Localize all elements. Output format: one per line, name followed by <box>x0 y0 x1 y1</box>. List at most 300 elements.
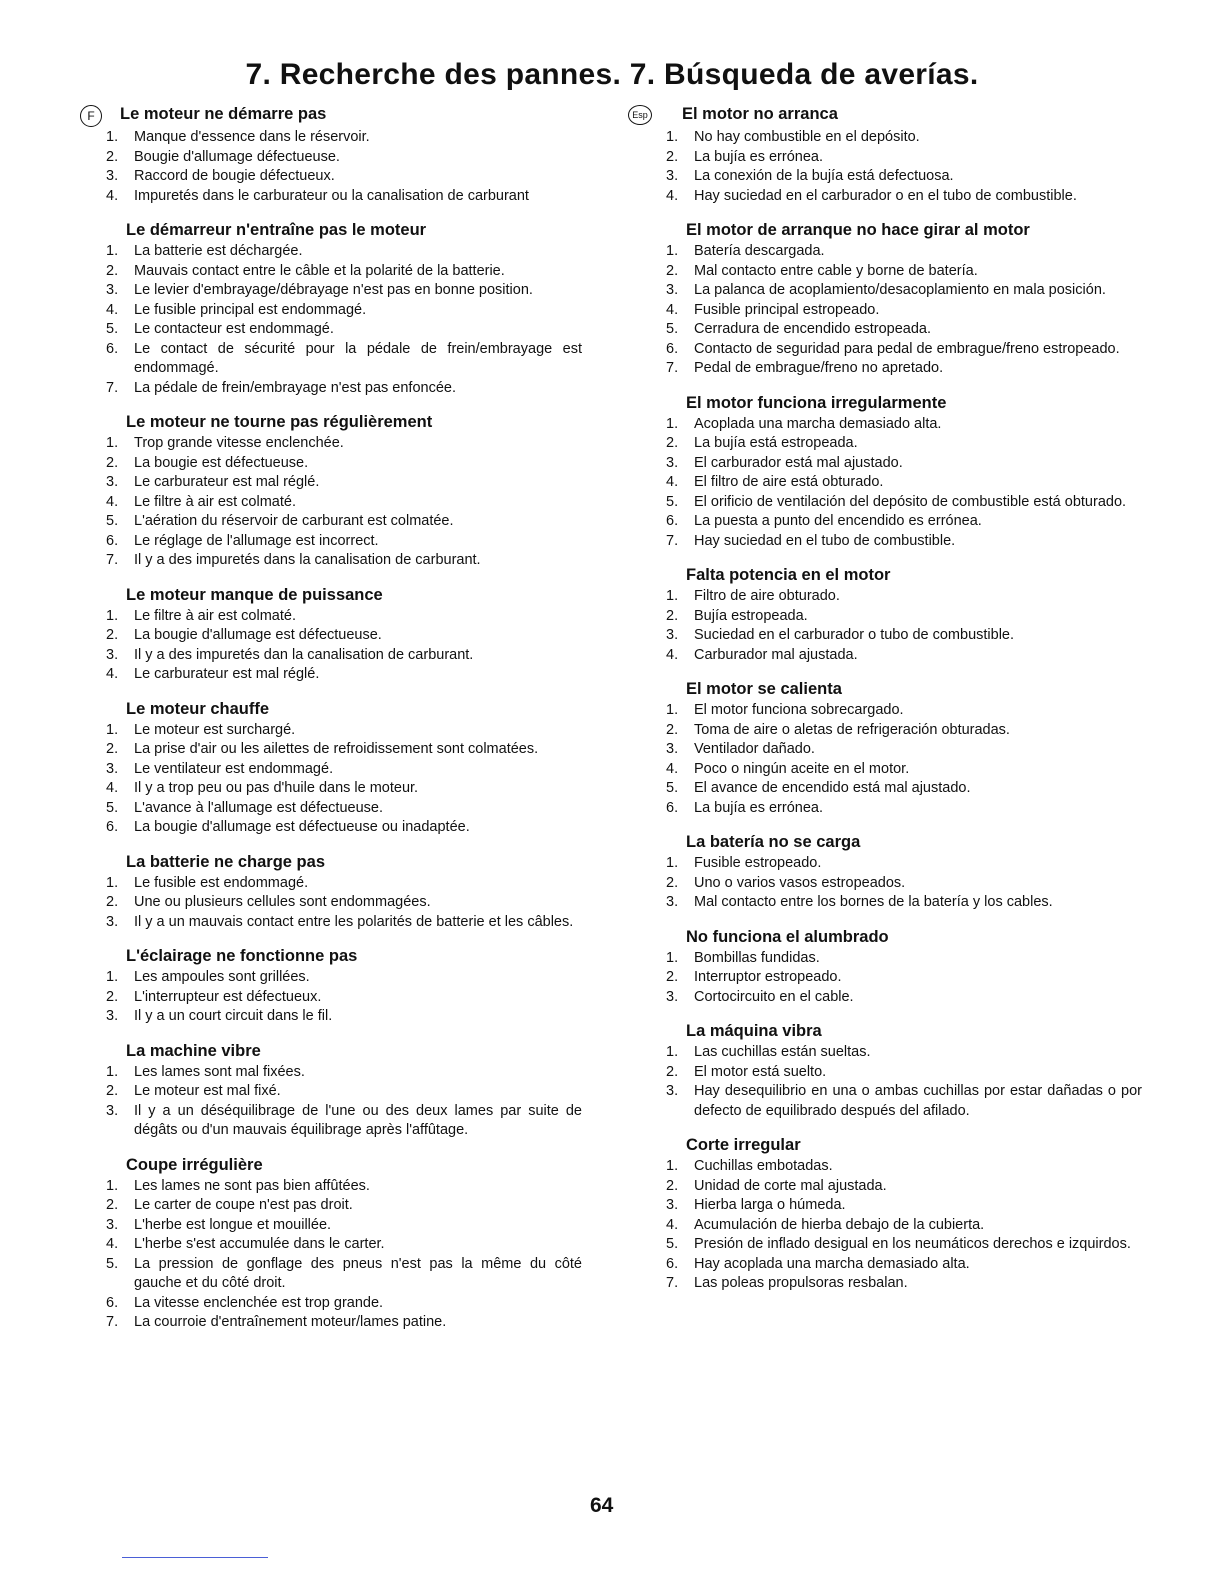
item-number: 3. <box>666 1083 679 1099</box>
item-number: 2. <box>666 607 679 624</box>
list-item <box>102 799 582 819</box>
list-item <box>102 968 582 988</box>
list-item <box>662 167 1142 187</box>
cause-list <box>662 128 1142 206</box>
cause-list <box>102 721 582 838</box>
section-title: Falta potencia en el motor <box>686 566 891 584</box>
list-item <box>662 128 1142 148</box>
item-number: 3. <box>106 646 119 663</box>
item-number: 1. <box>106 1063 119 1080</box>
list-item <box>102 646 582 666</box>
troubleshooting-section <box>102 1041 582 1141</box>
item-number: 1. <box>106 435 119 451</box>
list-item <box>662 415 1142 435</box>
list-item <box>662 434 1142 454</box>
list-item <box>662 1157 1142 1177</box>
item-number: 2. <box>106 627 119 643</box>
item-number: 6. <box>666 340 679 357</box>
list-item <box>102 1102 582 1141</box>
list-item <box>662 1063 1142 1083</box>
item-number: 7. <box>106 552 119 568</box>
item-number: 3. <box>666 454 679 471</box>
item-number: 6. <box>666 799 679 816</box>
item-number: 2. <box>666 721 679 738</box>
item-text: Le carburateur est mal réglé. <box>134 474 320 490</box>
item-text: Hay acoplada una marcha demasiado alta. <box>694 1255 970 1272</box>
section-title: Le moteur chauffe <box>126 699 270 718</box>
list-item <box>102 1082 582 1102</box>
item-number: 1. <box>106 721 119 738</box>
item-number: 4. <box>106 666 119 682</box>
item-text: Poco o ningún aceite en el motor. <box>694 760 910 777</box>
item-number: 1. <box>106 874 119 891</box>
french-column <box>87 102 582 1347</box>
item-number: 2. <box>106 988 119 1005</box>
item-number: 5. <box>106 513 119 529</box>
troubleshooting-section <box>632 102 1142 206</box>
list-item <box>102 148 582 168</box>
section-title: El motor se calienta <box>686 680 842 698</box>
cause-list <box>662 242 1142 379</box>
item-text: Le carburateur est mal réglé. <box>134 666 320 682</box>
item-text: Impuretés dans le carburateur ou la canalisation de carburant <box>134 187 529 204</box>
item-text: Il y a des impuretés dans la canalisation de carburant. <box>134 552 481 568</box>
list-item <box>662 1274 1142 1294</box>
item-text: La bougie d'allumage est défectueuse. <box>134 627 382 643</box>
list-item <box>662 281 1142 301</box>
list-item <box>102 454 582 474</box>
item-text: Contacto de seguridad para pedal de embrague/freno estropeado. <box>694 340 1120 357</box>
list-item <box>662 454 1142 474</box>
item-text: Hay suciedad en el carburador o en el tubo de combustible. <box>694 187 1077 204</box>
list-item <box>102 1177 582 1197</box>
item-text: Fusible principal estropeado. <box>694 301 880 318</box>
item-number: 2. <box>106 894 119 910</box>
cause-list <box>662 587 1142 665</box>
list-item <box>102 721 582 741</box>
item-number: 4. <box>666 187 679 204</box>
item-text: Fusible estropeado. <box>694 855 822 871</box>
item-number: 3. <box>106 760 119 777</box>
item-number: 1. <box>666 1044 679 1060</box>
section-title: La máquina vibra <box>686 1022 822 1040</box>
troubleshooting-section <box>102 699 582 838</box>
item-number: 5. <box>106 799 119 816</box>
item-number: 2. <box>666 1177 679 1194</box>
item-number: 3. <box>666 282 679 298</box>
cause-list <box>102 1177 582 1333</box>
list-item <box>102 913 582 933</box>
language-header <box>632 102 1142 128</box>
section-title: Le moteur ne démarre pas <box>120 105 327 123</box>
item-text: Mal contacto entre los bornes de la batería y los cables. <box>694 894 1053 910</box>
item-text: El filtro de aire está obturado. <box>694 474 884 490</box>
list-item <box>102 818 582 838</box>
troubleshooting-section <box>102 946 582 1027</box>
language-badge-icon: F <box>80 105 102 127</box>
item-text: Le moteur est surchargé. <box>134 721 296 738</box>
item-number: 7. <box>666 360 679 376</box>
list-item <box>102 988 582 1008</box>
item-number: 1. <box>666 855 679 871</box>
list-item <box>662 512 1142 532</box>
item-number: 5. <box>666 493 679 510</box>
list-item <box>662 701 1142 721</box>
item-number: 2. <box>106 148 119 165</box>
troubleshooting-section <box>662 832 1142 913</box>
item-text: Filtro de aire obturado. <box>694 588 840 604</box>
troubleshooting-section <box>102 852 582 933</box>
list-item <box>102 1294 582 1314</box>
cause-list <box>102 1063 582 1141</box>
item-text: La bujía es errónea. <box>694 148 823 165</box>
item-text: La puesta a punto del encendido es errónea. <box>694 513 982 529</box>
list-item <box>662 242 1142 262</box>
item-number: 6. <box>106 819 119 835</box>
item-text: Le filtre à air est colmaté. <box>134 493 296 510</box>
item-number: 4. <box>106 301 119 318</box>
section-title: El motor de arranque no hace girar al motor <box>686 221 1030 239</box>
section-title: Corte irregular <box>686 1136 801 1154</box>
item-text: Il y a un mauvais contact entre les polarités de batterie et les câbles. <box>134 913 574 930</box>
item-text: Interruptor estropeado. <box>694 969 842 985</box>
item-number: 7. <box>666 532 679 549</box>
item-number: 6. <box>106 340 119 357</box>
page-number: 64 <box>590 1494 614 1517</box>
cause-list <box>102 128 582 206</box>
list-item <box>662 187 1142 207</box>
cause-list <box>662 701 1142 818</box>
cause-list <box>102 968 582 1027</box>
troubleshooting-section <box>662 220 1142 379</box>
item-number: 3. <box>666 988 679 1005</box>
list-item <box>102 551 582 571</box>
list-item <box>662 262 1142 282</box>
footer-rule <box>122 1557 268 1558</box>
item-text: Les ampoules sont grillées. <box>134 969 310 985</box>
list-item <box>102 1313 582 1333</box>
item-number: 4. <box>106 187 119 204</box>
troubleshooting-section <box>102 585 582 685</box>
item-number: 2. <box>666 148 679 165</box>
list-item <box>102 493 582 513</box>
cause-list <box>662 854 1142 913</box>
item-number: 4. <box>106 780 119 796</box>
cause-list <box>662 1157 1142 1294</box>
list-item <box>662 799 1142 819</box>
item-text: El avance de encendido está mal ajustado. <box>694 780 971 796</box>
cause-list <box>662 1043 1142 1121</box>
item-text: La pression de gonflage des pneus n'est pas la même du côté gauche et du côté droit. <box>134 1255 582 1291</box>
item-text: Le filtre à air est colmaté. <box>134 607 296 624</box>
section-title: Le moteur manque de puissance <box>126 585 383 604</box>
list-item <box>662 874 1142 894</box>
item-text: Une ou plusieurs cellules sont endommagées. <box>134 894 431 910</box>
item-number: 6. <box>106 1294 119 1311</box>
cause-list <box>102 242 582 398</box>
list-item <box>662 301 1142 321</box>
item-text: Suciedad en el carburador o tubo de combustible. <box>694 627 1015 643</box>
section-title: La machine vibre <box>126 1041 261 1060</box>
list-item <box>662 779 1142 799</box>
item-number: 2. <box>106 262 119 279</box>
list-item <box>662 473 1142 493</box>
item-text: La palanca de acoplamiento/desacoplamiento en mala posición. <box>694 282 1106 298</box>
item-number: 5. <box>666 1236 679 1252</box>
item-text: La bujía está estropeada. <box>694 435 858 451</box>
item-number: 3. <box>106 913 119 930</box>
language-badge-icon: Esp <box>628 105 652 125</box>
list-item <box>662 607 1142 627</box>
list-item <box>102 607 582 627</box>
list-item <box>662 854 1142 874</box>
item-text: La bujía es errónea. <box>694 799 823 816</box>
item-number: 5. <box>666 780 679 796</box>
section-title: El motor funciona irregularmente <box>686 393 947 412</box>
item-number: 2. <box>106 741 119 757</box>
item-text: Mauvais contact entre le câble et la polarité de la batterie. <box>134 262 505 279</box>
troubleshooting-section <box>87 102 582 206</box>
list-item <box>102 626 582 646</box>
list-item <box>662 1043 1142 1063</box>
item-number: 1. <box>666 588 679 604</box>
section-title: La batterie ne charge pas <box>126 852 325 871</box>
item-text: Presión de inflado desigual en los neumáticos derechos e izquirdos. <box>694 1236 1131 1252</box>
item-number: 4. <box>666 474 679 490</box>
troubleshooting-section <box>662 927 1142 1008</box>
section-title: Coupe irrégulière <box>126 1155 263 1174</box>
item-text: La batterie est déchargée. <box>134 243 303 259</box>
list-item <box>662 148 1142 168</box>
item-text: L'interrupteur est défectueux. <box>134 988 322 1005</box>
item-text: Cuchillas embotadas. <box>694 1158 833 1174</box>
item-text: Acumulación de hierba debajo de la cubierta. <box>694 1216 985 1233</box>
item-text: L'aération du réservoir de carburant est colmatée. <box>134 513 454 529</box>
cause-list <box>102 607 582 685</box>
troubleshooting-section <box>662 1135 1142 1294</box>
item-number: 1. <box>666 129 679 145</box>
list-item <box>102 128 582 148</box>
troubleshooting-section <box>662 393 1142 552</box>
list-item <box>662 626 1142 646</box>
list-item <box>662 1082 1142 1121</box>
list-item <box>102 301 582 321</box>
troubleshooting-section <box>662 1021 1142 1121</box>
item-number: 4. <box>666 301 679 318</box>
item-number: 1. <box>666 949 679 966</box>
item-text: Le carter de coupe n'est pas droit. <box>134 1197 353 1213</box>
item-text: L'herbe s'est accumulée dans le carter. <box>134 1236 385 1252</box>
item-text: Ventilador dañado. <box>694 741 815 757</box>
list-item <box>662 359 1142 379</box>
item-text: Bujía estropeada. <box>694 607 808 624</box>
list-item <box>662 760 1142 780</box>
item-number: 4. <box>666 646 679 663</box>
cause-list <box>102 434 582 571</box>
item-number: 3. <box>666 1197 679 1213</box>
item-number: 6. <box>666 1255 679 1272</box>
item-text: La bougie d'allumage est défectueuse ou inadaptée. <box>134 819 470 835</box>
troubleshooting-section <box>102 412 582 571</box>
item-text: Les lames sont mal fixées. <box>134 1063 305 1080</box>
item-text: Le fusible est endommagé. <box>134 874 309 891</box>
item-number: 4. <box>106 1236 119 1252</box>
item-text: Il y a trop peu ou pas d'huile dans le moteur. <box>134 780 419 796</box>
item-text: Cerradura de encendido estropeada. <box>694 321 931 337</box>
item-text: El motor funciona sobrecargado. <box>694 702 904 718</box>
list-item <box>102 1196 582 1216</box>
list-item <box>102 740 582 760</box>
section-title: El motor no arranca <box>682 105 838 123</box>
item-number: 2. <box>666 969 679 985</box>
item-number: 2. <box>666 874 679 891</box>
list-item <box>662 340 1142 360</box>
list-item <box>662 968 1142 988</box>
item-text: Le moteur est mal fixé. <box>134 1083 281 1099</box>
section-title: Le moteur ne tourne pas régulièrement <box>126 413 433 431</box>
item-number: 1. <box>106 1177 119 1194</box>
item-text: Carburador mal ajustada. <box>694 646 858 663</box>
item-number: 5. <box>666 321 679 337</box>
list-item <box>662 1177 1142 1197</box>
item-text: La vitesse enclenchée est trop grande. <box>134 1294 384 1311</box>
item-text: Batería descargada. <box>694 243 825 259</box>
list-item <box>102 262 582 282</box>
item-number: 5. <box>106 1255 119 1272</box>
item-number: 3. <box>106 282 119 298</box>
page-title: 7. Recherche des pannes. 7. Búsqueda de averías. <box>245 58 979 91</box>
item-number: 2. <box>106 454 119 471</box>
list-item <box>662 587 1142 607</box>
item-text: L'herbe est longue et mouillée. <box>134 1216 332 1233</box>
item-number: 3. <box>106 1008 119 1024</box>
item-text: Le levier d'embrayage/débrayage n'est pas en bonne position. <box>134 282 533 298</box>
spanish-column <box>632 102 1142 1308</box>
item-text: Hay suciedad en el tubo de combustible. <box>694 532 956 549</box>
item-text: Las cuchillas están sueltas. <box>694 1044 871 1060</box>
item-number: 7. <box>106 1314 119 1330</box>
list-item <box>662 1255 1142 1275</box>
item-text: Il y a des impuretés dan la canalisation de carburant. <box>134 646 474 663</box>
item-text: Manque d'essence dans le réservoir. <box>134 129 370 145</box>
list-item <box>102 340 582 379</box>
item-text: Le fusible principal est endommagé. <box>134 301 367 318</box>
list-item <box>662 1235 1142 1255</box>
section-title: Le démarreur n'entraîne pas le moteur <box>126 221 427 239</box>
troubleshooting-section <box>102 1155 582 1333</box>
item-text: Hierba larga o húmeda. <box>694 1197 846 1213</box>
item-text: Pedal de embrague/freno no apretado. <box>694 360 944 376</box>
item-number: 3. <box>106 168 119 184</box>
troubleshooting-section <box>662 565 1142 665</box>
troubleshooting-section <box>102 220 582 398</box>
item-text: Mal contacto entre cable y borne de batería. <box>694 262 978 279</box>
item-text: Unidad de corte mal ajustada. <box>694 1177 887 1194</box>
item-text: Le contacteur est endommagé. <box>134 321 334 337</box>
item-number: 7. <box>666 1275 679 1291</box>
item-text: L'avance à l'allumage est défectueuse. <box>134 799 383 816</box>
list-item <box>102 434 582 454</box>
item-number: 3. <box>106 474 119 490</box>
item-text: La prise d'air ou les ailettes de refroidissement sont colmatées. <box>134 741 539 757</box>
item-text: Cortocircuito en el cable. <box>694 988 854 1005</box>
item-number: 1. <box>666 702 679 718</box>
list-item <box>102 665 582 685</box>
list-item <box>102 874 582 894</box>
item-text: Le réglage de l'allumage est incorrect. <box>134 532 379 549</box>
item-number: 6. <box>106 532 119 549</box>
item-number: 5. <box>106 321 119 337</box>
list-item <box>102 1216 582 1236</box>
item-number: 1. <box>106 969 119 985</box>
cause-list <box>662 415 1142 552</box>
list-item <box>662 893 1142 913</box>
list-item <box>102 379 582 399</box>
item-text: Uno o varios vasos estropeados. <box>694 874 906 891</box>
item-number: 2. <box>666 435 679 451</box>
item-number: 6. <box>666 513 679 529</box>
list-item <box>102 779 582 799</box>
item-text: La pédale de frein/embrayage n'est pas enfoncée. <box>134 379 456 396</box>
section-title: La batería no se carga <box>686 833 861 851</box>
item-number: 3. <box>666 627 679 643</box>
list-item <box>102 473 582 493</box>
list-item <box>662 740 1142 760</box>
item-text: Raccord de bougie défectueux. <box>134 168 335 184</box>
cause-list <box>662 949 1142 1008</box>
list-item <box>662 988 1142 1008</box>
item-text: Trop grande vitesse enclenchée. <box>134 435 344 451</box>
list-item <box>662 646 1142 666</box>
item-text: El orificio de ventilación del depósito de combustible está obturado. <box>694 493 1127 510</box>
item-number: 2. <box>106 1083 119 1099</box>
item-number: 1. <box>666 415 679 432</box>
list-item <box>102 1007 582 1027</box>
item-number: 3. <box>666 894 679 910</box>
item-number: 3. <box>106 1216 119 1233</box>
item-number: 1. <box>106 243 119 259</box>
section-title: L'éclairage ne fonctionne pas <box>126 947 358 965</box>
item-text: Bougie d'allumage défectueuse. <box>134 148 340 165</box>
list-item <box>102 281 582 301</box>
item-number: 4. <box>666 760 679 777</box>
list-item <box>102 1235 582 1255</box>
item-text: La conexión de la bujía está defectuosa. <box>694 168 954 184</box>
list-item <box>102 242 582 262</box>
item-text: Las poleas propulsoras resbalan. <box>694 1275 908 1291</box>
list-item <box>102 893 582 913</box>
item-number: 1. <box>666 243 679 259</box>
item-number: 4. <box>106 493 119 510</box>
item-text: Acoplada una marcha demasiado alta. <box>694 415 942 432</box>
section-title: No funciona el alumbrado <box>686 927 889 946</box>
list-item <box>102 532 582 552</box>
item-text: No hay combustible en el depósito. <box>694 129 920 145</box>
item-text: Toma de aire o aletas de refrigeración obturadas. <box>694 721 1010 738</box>
list-item <box>102 1063 582 1083</box>
list-item <box>102 760 582 780</box>
list-item <box>102 187 582 207</box>
list-item <box>102 512 582 532</box>
cause-list <box>102 874 582 933</box>
item-number: 3. <box>666 741 679 757</box>
item-number: 1. <box>666 1158 679 1174</box>
list-item <box>662 320 1142 340</box>
item-text: La bougie est défectueuse. <box>134 454 309 471</box>
item-number: 3. <box>666 168 679 184</box>
item-number: 2. <box>106 1197 119 1213</box>
list-item <box>662 721 1142 741</box>
